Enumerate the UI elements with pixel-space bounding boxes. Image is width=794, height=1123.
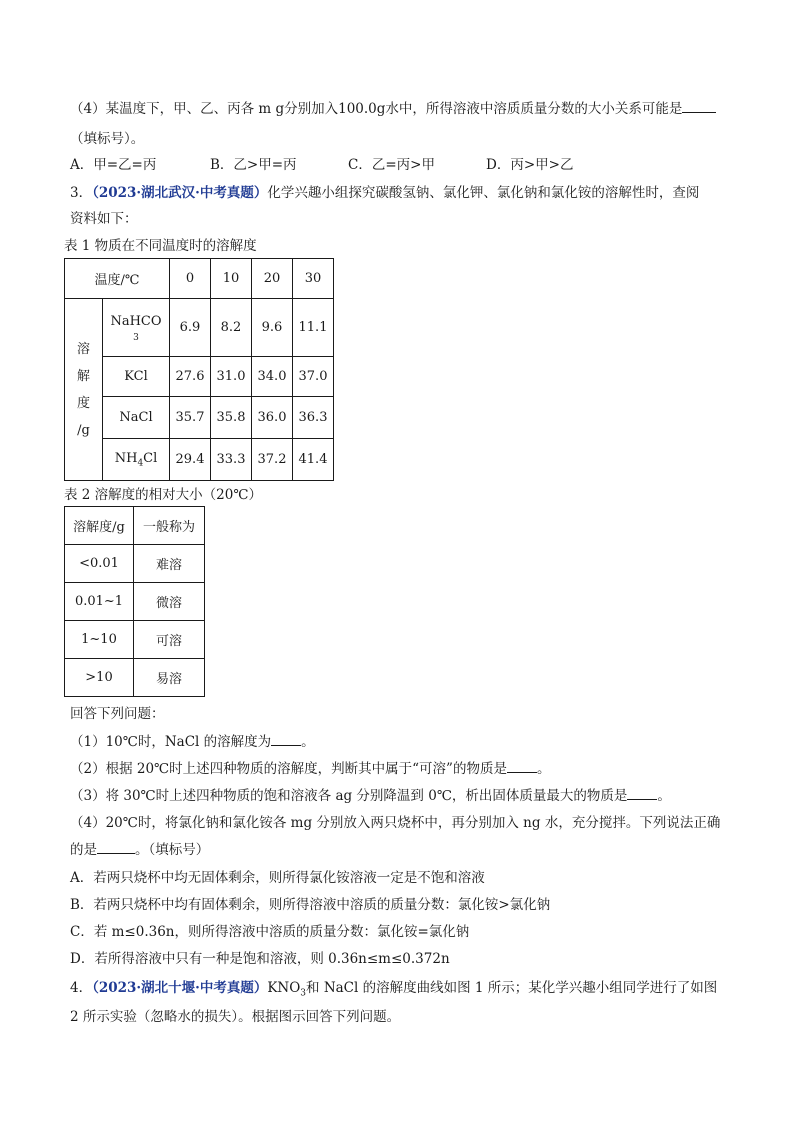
table2-cell: 难溶 (134, 545, 205, 583)
choice-b: B．若两只烧杯中均有固体剩余，则所得溶液中溶质的质量分数：氯化铵>氯化钠 (70, 897, 551, 913)
option-d: D．丙>甲>乙 (486, 157, 574, 173)
table2-caption: 表 2 溶解度的相对大小（20℃） (64, 487, 262, 503)
table-cell: 37.0 (293, 357, 334, 397)
answer-blank[interactable] (627, 785, 657, 800)
sub2-end: 。 (536, 761, 551, 777)
table2-cell: 易溶 (134, 659, 205, 697)
sub4-text: 的是 (70, 842, 97, 858)
solubility-table (64, 258, 334, 481)
choice-d: D．若所得溶液中只有一种是饱和溶液，则 0.36n≤m≤0.372n (70, 951, 450, 967)
q3-sub3 (70, 784, 671, 804)
option-b: B．乙>甲=丙 (210, 157, 297, 173)
answer-blank[interactable] (507, 758, 537, 773)
answer-blank[interactable] (682, 98, 716, 113)
table-cell: 36.3 (293, 397, 334, 439)
table-cell: 11.1 (293, 299, 334, 357)
table-cell: 27.6 (170, 357, 211, 397)
answer-blank[interactable] (271, 731, 301, 746)
table2-cell: >10 (65, 659, 134, 697)
q3-sub4-b (70, 838, 209, 858)
relative-solubility-table (64, 506, 205, 697)
table-cell: 34.0 (252, 357, 293, 397)
table2-header: 溶解度/g (65, 507, 134, 545)
table2-cell: 微溶 (134, 583, 205, 621)
table-cell: 33.3 (211, 439, 252, 481)
q3-sub2 (70, 757, 550, 777)
temp-cell: 20 (252, 259, 293, 299)
solubility-row-header (65, 299, 103, 481)
substance-formula: NaHCO (110, 313, 162, 329)
sub2-text: （2）根据 20℃时上述四种物质的溶解度，判断其中属于“可溶”的物质是 (70, 761, 507, 777)
row-header-char: 度 (76, 395, 90, 411)
table2-cell: <0.01 (65, 545, 134, 583)
table-cell: 37.2 (252, 439, 293, 481)
row-header-char: /g (77, 422, 90, 438)
table-cell: 41.4 (293, 439, 334, 481)
sub1-end: 。 (301, 734, 315, 750)
table-cell: 6.9 (170, 299, 211, 357)
q-part4-line2: （填标号）。 (70, 131, 145, 147)
q-part4-line1 (70, 97, 716, 117)
substance-formula: NH (114, 450, 138, 466)
formula-subscript: 3 (133, 332, 139, 343)
table-cell: 36.0 (252, 397, 293, 439)
substance-name (103, 439, 170, 481)
q4-formula: KNO (267, 980, 301, 996)
q4-number: 4． (70, 980, 93, 996)
table-cell: 35.8 (211, 397, 252, 439)
table-cell: 35.7 (170, 397, 211, 439)
formula-subscript: 3 (300, 988, 307, 999)
choice-a: A．若两只烧杯中均无固体剩余，则所得氯化铵溶液一定是不饱和溶液 (70, 870, 485, 886)
substance-name: KCl (103, 357, 170, 397)
q4-text: 和 NaCl 的溶解度曲线如图 1 所示；某化学兴趣小组同学进行了如图 (306, 980, 718, 996)
substance-formula-tail: Cl (143, 450, 158, 466)
q3-intro: 化学兴趣小组探究碳酸氢钠、氯化钾、氯化钠和氯化铵的溶解性时，查阅 (267, 185, 700, 201)
table-cell: 31.0 (211, 357, 252, 397)
formula-subscript: 4 (137, 458, 144, 469)
sub3-text: （3）将 30℃时上述四种物质的饱和溶液各 ag 分别降温到 0℃，析出固体质量最大的物质是 (70, 788, 628, 804)
option-a: A．甲=乙=丙 (70, 157, 157, 173)
table1-caption: 表 1 物质在不同温度时的溶解度 (64, 238, 257, 254)
q3-intro-b: 资料如下： (70, 211, 138, 227)
q3-source: （2023·湖北武汉·中考真题） (92, 185, 268, 201)
row-header-char: 解 (76, 368, 90, 384)
table2-cell: 0.01~1 (65, 583, 134, 621)
q3-header (70, 181, 699, 201)
row-header-char: 溶 (76, 341, 90, 357)
q3-number: 3． (70, 185, 93, 201)
sub1-text: （1）10℃时，NaCl 的溶解度为 (70, 734, 272, 750)
q4-header (70, 976, 717, 999)
temp-header: 温度/℃ (65, 259, 170, 299)
choice-c: C．若 m≤0.36n，则所得溶液中溶质的质量分数：氯化铵=氯化钠 (70, 924, 470, 940)
q3-sub4-a: （4）20℃时，将氯化钠和氯化铵各 mg 分别放入两只烧杯中，再分别加入 ng 水，充分搅拌。下列说法正确 (70, 815, 721, 831)
table-cell: 9.6 (252, 299, 293, 357)
sub3-end: 。 (657, 788, 671, 804)
table-cell: 8.2 (211, 299, 252, 357)
table2-cell: 可溶 (134, 621, 205, 659)
table2-header: 一般称为 (134, 507, 205, 545)
substance-name (103, 299, 170, 357)
q3-sub1 (70, 730, 315, 750)
q4-text-b: 2 所示实验（忽略水的损失）。根据图示回答下列问题。 (70, 1009, 401, 1025)
temp-cell: 10 (211, 259, 252, 299)
q4-source: （2023·湖北十堰·中考真题） (92, 980, 268, 996)
table2-cell: 1~10 (65, 621, 134, 659)
option-c: C．乙=丙>甲 (348, 157, 435, 173)
answer-blank[interactable] (97, 839, 135, 854)
sub4-end: 。（填标号） (135, 842, 210, 858)
substance-name: NaCl (103, 397, 170, 439)
temp-cell: 30 (293, 259, 334, 299)
temp-cell: 0 (170, 259, 211, 299)
table-cell: 29.4 (170, 439, 211, 481)
q-part4-text: （4）某温度下，甲、乙、丙各 m g分别加入100.0g水中，所得溶液中溶质质量分数的大小关系可能是 (70, 101, 683, 117)
answer-prompt: 回答下列问题： (70, 706, 165, 722)
